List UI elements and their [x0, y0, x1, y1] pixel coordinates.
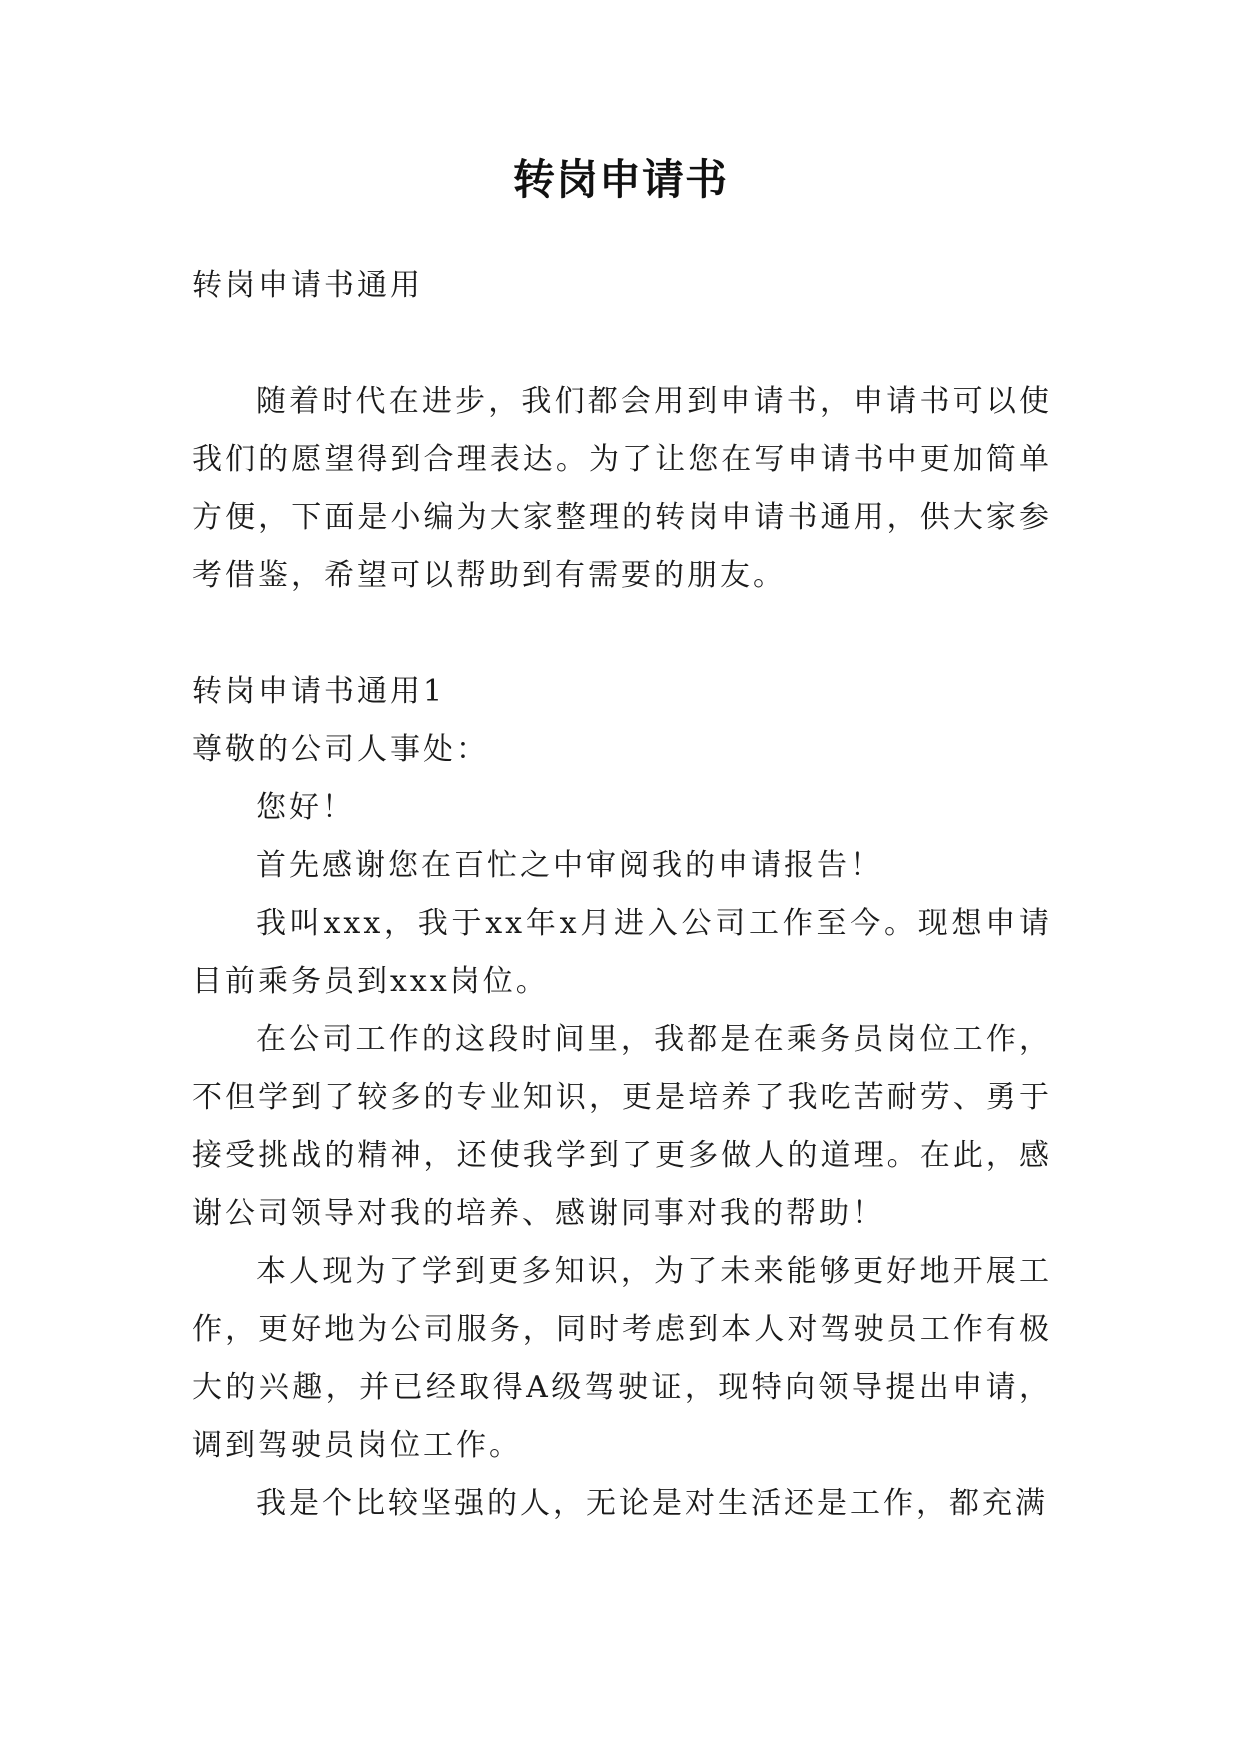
- spacer: [192, 315, 1052, 373]
- body-paragraph: 本人现为了学到更多知识，为了未来能够更好地开展工作，更好地为公司服务，同时考虑到本人对驾驶员工作有极大的兴趣，并已经取得A级驾驶证，现特向领导提出申请，调到驾驶员岗位工作。: [192, 1254, 1052, 1463]
- greeting: 您好！: [256, 790, 355, 825]
- salutation: 尊敬的公司人事处：: [192, 732, 489, 767]
- spacer: [192, 605, 1052, 663]
- body-paragraph: 我是个比较坚强的人，无论是对生活还是工作，都充满: [256, 1486, 1048, 1521]
- body-paragraph: 首先感谢您在百忙之中审阅我的申请报告！: [256, 848, 883, 883]
- body-paragraph: 在公司工作的这段时间里，我都是在乘务员岗位工作，不但学到了较多的专业知识，更是培养了我吃苦耐劳、勇于接受挑战的精神，还使我学到了更多做人的道理。在此，感谢公司领导对我的培养、感谢同事对我的帮助！: [192, 1022, 1052, 1231]
- section-heading: 转岗申请书通用1: [192, 674, 446, 709]
- document-subtitle: 转岗申请书通用: [192, 268, 423, 303]
- intro-paragraph: 随着时代在进步，我们都会用到申请书，申请书可以使我们的愿望得到合理表达。为了让您在写申请书中更加简单方便，下面是小编为大家整理的转岗申请书通用，供大家参考借鉴，希望可以帮助到有需要的朋友。: [192, 384, 1052, 593]
- document-body: [192, 257, 1052, 1533]
- body-paragraph: 我叫xxx，我于xx年x月进入公司工作至今。现想申请目前乘务员到xxx岗位。: [192, 906, 1052, 999]
- document-title: 转岗申请书: [512, 155, 728, 204]
